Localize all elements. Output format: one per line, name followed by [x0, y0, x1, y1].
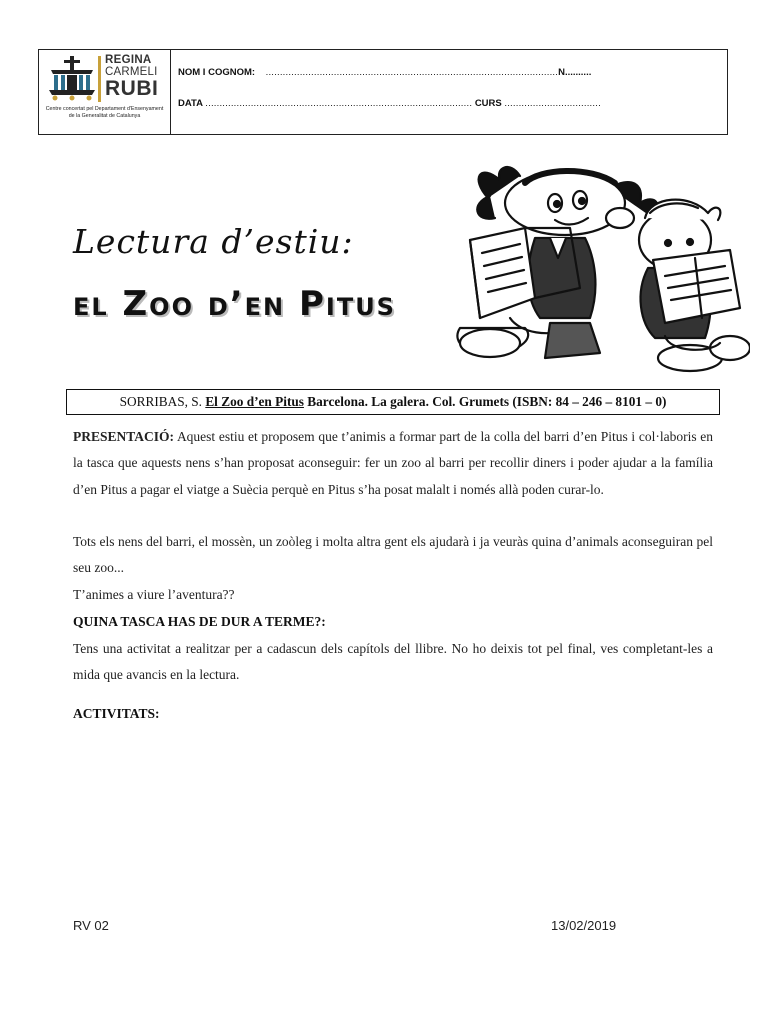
logo-caption-line2: de la Generalitat de Catalunya — [68, 112, 141, 119]
activities-heading: ACTIVITATS: — [73, 706, 160, 721]
presentation-label: PRESENTACIÓ: — [73, 429, 175, 444]
title-line-2 — [73, 284, 396, 324]
name-field-line — [178, 67, 591, 78]
reference-publisher: Barcelona. La galera. Col. Grumets (ISBN: 84 – 246 – 8101 – 0) — [307, 394, 667, 409]
number-field[interactable]: N.......... — [558, 67, 592, 78]
name-label: NOM I COGNOM: — [178, 67, 256, 78]
children-reading-illustration — [440, 158, 750, 376]
logo-divider — [98, 56, 101, 102]
presentation-paragraph — [73, 424, 713, 503]
task-text: Tens una activitat a realitzar per a cadascun dels capítols del llibre. No ho deixis tot pel final, ves completant-les a mida que avancis en la lectura. — [73, 641, 713, 683]
book-title: el Zoo d’en Pitus — [73, 284, 396, 324]
date-label: DATA — [178, 98, 203, 109]
logo-caption — [39, 106, 170, 119]
reference-author: SORRIBAS, S. — [119, 394, 202, 409]
book-reference — [66, 389, 720, 415]
logo-word-carmeli: CARMELI — [105, 66, 158, 78]
course-label: CURS — [474, 98, 502, 109]
presentation-question: T’animes a viure l’aventura?? — [73, 587, 235, 602]
date-field[interactable]: .............................................................................................. — [205, 98, 473, 109]
footer-revision: RV 02 — [73, 918, 109, 933]
logo-caption-line1: Centre concertat pel Departament d'Ensenyament — [45, 106, 164, 112]
logo-word-regina: REGINA — [105, 54, 152, 66]
header-box — [38, 49, 728, 135]
task-heading: QUINA TASCA HAS DE DUR A TERME?: — [73, 614, 326, 629]
date-field-line — [178, 98, 601, 109]
title-line-1: Lectura d’estiu: — [73, 222, 354, 261]
logo-word-rubi: RUBI — [105, 77, 159, 100]
presentation-paragraph-2: Tots els nens del barri, el mossèn, un zoòleg i molta altra gent els ajudarà i ja veuràs quina d’animals aconseguiran pel seu zoo... — [73, 534, 713, 576]
school-logo — [39, 50, 171, 134]
reference-book-title: El Zoo d’en Pitus — [205, 394, 304, 409]
footer-date: 13/02/2019 — [551, 918, 617, 933]
school-crest-icon — [45, 54, 99, 102]
presentation-text: Aquest estiu et proposem que t’animis a formar part de la colla del barri d’en Pitus i col·laboris en la tasca que aquests nens s’han proposat aconseguir: fer un zoo al barri per recollir diners i poder ajudar a la família d’en Pitus a pagar el viatge a Suècia perquè en Pitus s’ha posat malalt i només allà poden curar-lo. — [73, 429, 713, 497]
course-field[interactable]: .................................. — [504, 98, 601, 109]
name-field[interactable]: ....................................................................................................... — [265, 67, 559, 78]
student-fields — [171, 50, 727, 134]
